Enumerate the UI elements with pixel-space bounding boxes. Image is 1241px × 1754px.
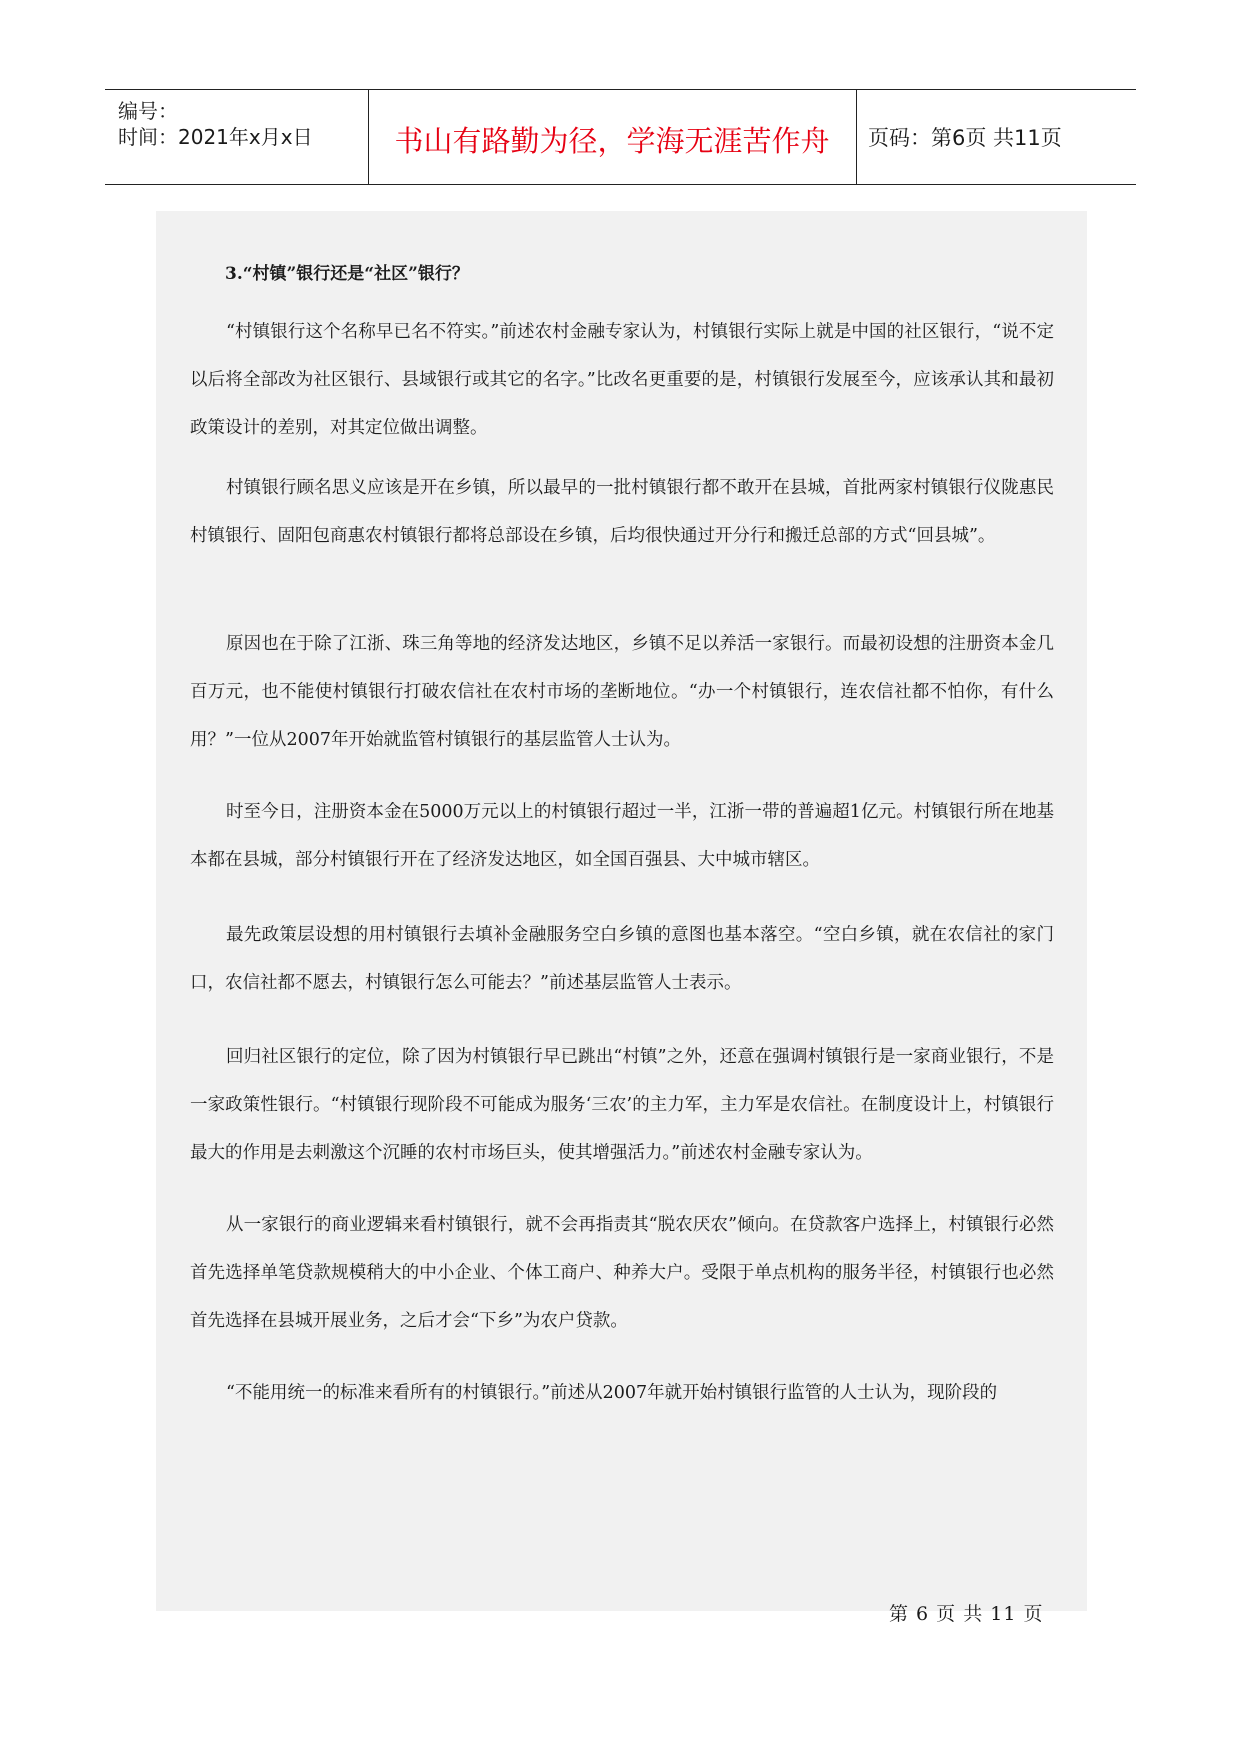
page-footer: 第 6 页 共 11 页	[889, 1603, 1044, 1625]
article-body	[156, 211, 1087, 1611]
paragraph-6: 回归社区银行的定位，除了因为村镇银行早已跳出“村镇”之外，还意在强调村镇银行是一家商业银行，不是一家政策性银行。“村镇银行现阶段不可能成为服务‘三农’的主力军，主力军是农信社。在制度设计上，村镇银行最大的作用是去刺激这个沉睡的农村市场巨头，使其增强活力。”前述农村金融专家认为。	[190, 1047, 1054, 1163]
header-page-cell	[856, 90, 1136, 184]
number-label: 编号：	[118, 99, 178, 123]
section-heading: 3.“村镇”银行还是“社区”银行？	[225, 264, 469, 284]
paragraph-7: 从一家银行的商业逻辑来看村镇银行，就不会再指责其“脱农厌农”倾向。在贷款客户选择上，村镇银行必然首先选择单笔贷款规模稍大的中小企业、个体工商户、种养大户。受限于单点机构的服务半径，村镇银行也必然首先选择在县城开展业务，之后才会“下乡”为农户贷款。	[190, 1215, 1054, 1331]
paragraph-5: 最先政策层设想的用村镇银行去填补金融服务空白乡镇的意图也基本落空。“空白乡镇，就在农信社的家门口，农信社都不愿去，村镇银行怎么可能去？”前述基层监管人士表示。	[190, 925, 1054, 993]
paragraph-2: 村镇银行顾名思义应该是开在乡镇，所以最早的一批村镇银行都不敢开在县城，首批两家村镇银行仪陇惠民村镇银行、固阳包商惠农村镇银行都将总部设在乡镇，后均很快通过开分行和搬迁总部的方式“回县城”。	[190, 478, 1054, 546]
time-label: 时间：2021年x月x日	[118, 125, 313, 149]
header-info-cell	[105, 90, 369, 184]
header-motto-cell	[368, 90, 857, 184]
paragraph-1: “村镇银行这个名称早已名不符实。”前述农村金融专家认为，村镇银行实际上就是中国的社区银行，“说不定以后将全部改为社区银行、县域银行或其它的名字。”比改名更重要的是，村镇银行发展至今，应该承认其和最初政策设计的差别，对其定位做出调整。	[190, 322, 1054, 438]
page-indicator: 页码：第6页 共11页	[868, 126, 1062, 150]
paragraph-3: 原因也在于除了江浙、珠三角等地的经济发达地区，乡镇不足以养活一家银行。而最初设想的注册资本金几百万元，也不能使村镇银行打破农信社在农村市场的垄断地位。“办一个村镇银行，连农信社都不怕你，有什么用？”一位从2007年开始就监管村镇银行的基层监管人士认为。	[190, 634, 1054, 750]
paragraph-4: 时至今日，注册资本金在5000万元以上的村镇银行超过一半，江浙一带的普遍超1亿元。村镇银行所在地基本都在县城，部分村镇银行开在了经济发达地区，如全国百强县、大中城市辖区。	[190, 802, 1054, 870]
motto-text: 书山有路勤为径，学海无涯苦作舟	[394, 124, 830, 158]
page-header	[105, 89, 1136, 185]
paragraph-8: “不能用统一的标准来看所有的村镇银行。”前述从2007年就开始村镇银行监管的人士认为，现阶段的	[226, 1383, 998, 1403]
